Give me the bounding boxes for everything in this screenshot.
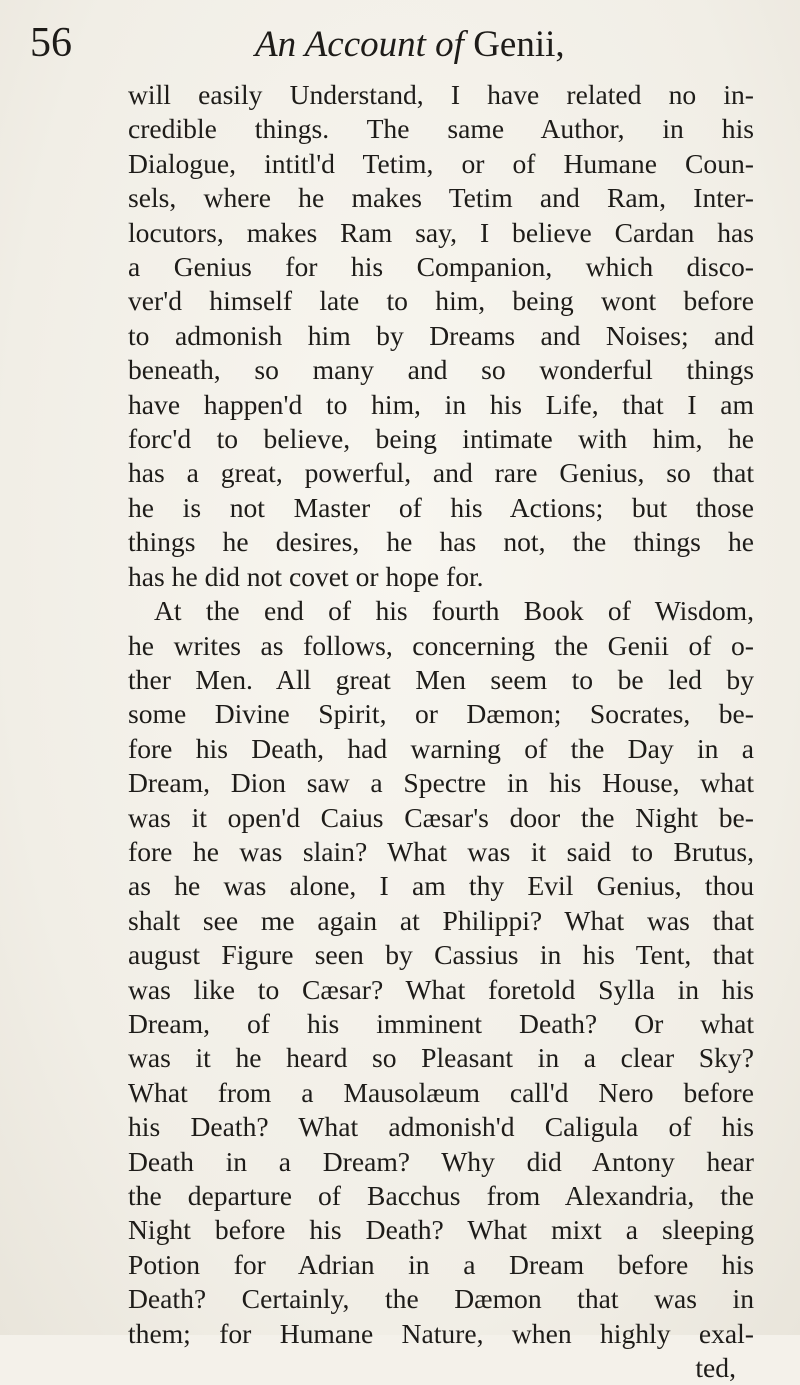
text-line: was it he heard so Pleasant in a clear Sky?: [128, 1042, 754, 1074]
text-line: ther Men. All great Men seem to be led by: [128, 663, 754, 695]
text-line: has a great, powerful, and rare Genius, so that: [128, 457, 754, 489]
text-line: locutors, makes Ram say, I believe Cardan has: [128, 216, 754, 248]
text-line: was like to Cæsar? What foretold Sylla in his: [128, 973, 754, 1005]
text-line: beneath, so many and so wonderful things: [128, 354, 754, 386]
text-line: his Death? What admonish'd Caligula of his: [128, 1111, 754, 1143]
text-line: Dream, of his imminent Death? Or what: [128, 1007, 754, 1039]
text-line: he writes as follows, concerning the Genii of o-: [128, 629, 754, 661]
text-line: things he desires, he has not, the things he: [128, 526, 754, 558]
text-line: Death? Certainly, the Dæmon that was in: [128, 1283, 754, 1315]
text-line: sels, where he makes Tetim and Ram, Inter-: [128, 182, 754, 214]
running-title-italic: An Account of: [255, 24, 464, 65]
body-text: [128, 78, 754, 1385]
text-line: the departure of Bacchus from Alexandria, the: [128, 1180, 754, 1211]
text-line: has he did not covet or hope for.: [128, 560, 484, 592]
text-line: shalt see me again at Philippi? What was that: [128, 904, 754, 936]
running-head: [30, 20, 770, 70]
text-line: Night before his Death? What mixt a sleeping: [128, 1214, 754, 1246]
text-line: Dialogue, intitl'd Tetim, or of Humane Coun-: [128, 147, 754, 179]
text-line: will easily Understand, I have related no in-: [128, 79, 754, 110]
text-line: a Genius for his Companion, which disco-: [128, 251, 754, 283]
text-line: Death in a Dream? Why did Antony hear: [128, 1145, 754, 1177]
catchword: ted,: [695, 1352, 736, 1384]
text-line: Dream, Dion saw a Spectre in his House, what: [128, 767, 754, 799]
text-line: ver'd himself late to him, being wont before: [128, 285, 754, 317]
text-line: he is not Master of his Actions; but those: [128, 491, 754, 523]
text-line: some Divine Spirit, or Dæmon; Socrates, be-: [128, 698, 754, 730]
text-line: august Figure seen by Cassius in his Tent, that: [128, 939, 754, 971]
text-line: to admonish him by Dreams and Noises; and: [128, 319, 754, 351]
text-line: fore he was slain? What was it said to Brutus,: [128, 835, 754, 867]
page-number: 56: [30, 20, 72, 66]
text-line: credible things. The same Author, in his: [128, 113, 754, 145]
text-line: them; for Humane Nature, when highly exal-: [128, 1317, 754, 1349]
text-line: forc'd to believe, being intimate with him, he: [128, 423, 754, 455]
text-line: was it open'd Caius Cæsar's door the Night be-: [128, 801, 754, 833]
text-line: What from a Mausolæum call'd Nero before: [128, 1076, 754, 1108]
text-line: fore his Death, had warning of the Day in a: [128, 732, 754, 764]
text-line: At the end of his fourth Book of Wisdom,: [154, 595, 754, 627]
text-line: as he was alone, I am thy Evil Genius, thou: [128, 870, 754, 902]
running-title: [255, 26, 565, 63]
running-title-roman: Genii,: [473, 24, 565, 65]
text-line: Potion for Adrian in a Dream before his: [128, 1248, 754, 1280]
text-line: have happen'd to him, in his Life, that I am: [128, 388, 754, 420]
